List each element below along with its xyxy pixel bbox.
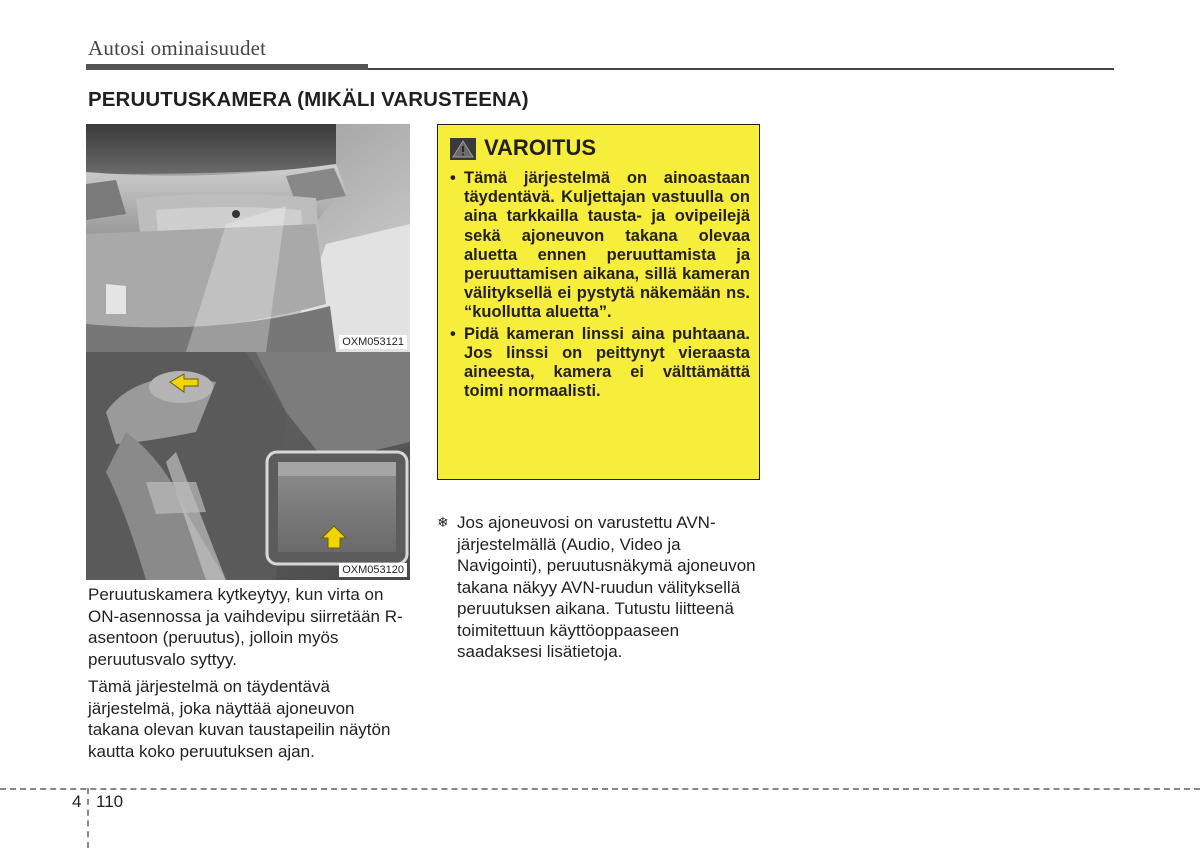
figure-rear-camera bbox=[86, 124, 410, 352]
bullet-icon: • bbox=[450, 169, 456, 187]
figure-caption: OXM053120 bbox=[339, 563, 407, 577]
bullet-icon: • bbox=[450, 324, 456, 343]
warning-item bbox=[450, 325, 750, 402]
footer-divider bbox=[87, 788, 89, 848]
note bbox=[437, 512, 762, 663]
body-paragraph: Tämä järjestelmä on täydentävä järjestelmä, joka näyttää ajoneuvon takana olevan kuvan taustapeilin näytön kautta koko peruutuksen ajan. bbox=[88, 677, 391, 761]
figure-caption: OXM053121 bbox=[339, 335, 407, 349]
vehicle-rear-illustration bbox=[86, 124, 410, 352]
gear-lever-illustration bbox=[86, 352, 410, 580]
warning-item bbox=[450, 169, 750, 323]
warning-item-text: Tämä järjestelmä on ainoastaan täydentävä. Kuljettajan vastuulla on aina tarkkailla tausta- ja ovipeilejä sekä ajoneuvon takana olevaa aluetta ennen peruuttamista ja peruuttamisen aikana, sillä kameran välityksellä ei pystytä näkemään ns. “kuollutta aluetta”. bbox=[464, 169, 750, 322]
warning-item-text: Pidä kameran linssi aina puhtaana. Jos linssi on peittynyt vieraasta aineesta, kamera ei välttämättä toimi normaalisti. bbox=[464, 324, 750, 401]
header-rule-thin bbox=[368, 68, 1114, 70]
warning-box bbox=[437, 124, 760, 480]
warning-triangle-icon bbox=[450, 138, 476, 160]
chapter-title: Autosi ominaisuudet bbox=[88, 36, 267, 60]
page-number: 110 bbox=[96, 792, 124, 811]
warning-list bbox=[450, 169, 750, 403]
footer-rule bbox=[0, 788, 1200, 790]
chapter-number: 4 bbox=[72, 792, 82, 811]
body-paragraph: Peruutuskamera kytkeytyy, kun virta on ON-asennossa ja vaihdevipu siirretään R-asentoon (peruutus), jolloin myös peruutusvalo syttyy. bbox=[88, 585, 403, 669]
snowflake-icon: ❄ bbox=[437, 514, 449, 530]
warning-title: VAROITUS bbox=[484, 135, 597, 160]
header-rule-thick bbox=[86, 64, 368, 70]
figure-gear-lever bbox=[86, 352, 410, 580]
section-title: PERUUTUSKAMERA (MIKÄLI VARUSTEENA) bbox=[88, 88, 529, 111]
note-text: Jos ajoneuvosi on varustettu AVN-järjestelmällä (Audio, Video ja Navigointi), peruutusnäkymä ajoneuvon takana näkyy AVN-ruudun välityksellä peruutuksen aikana. Tutustu liitteenä toimitettuun käyttöoppaaseen saadaksesi lisätietoja. bbox=[457, 513, 756, 661]
